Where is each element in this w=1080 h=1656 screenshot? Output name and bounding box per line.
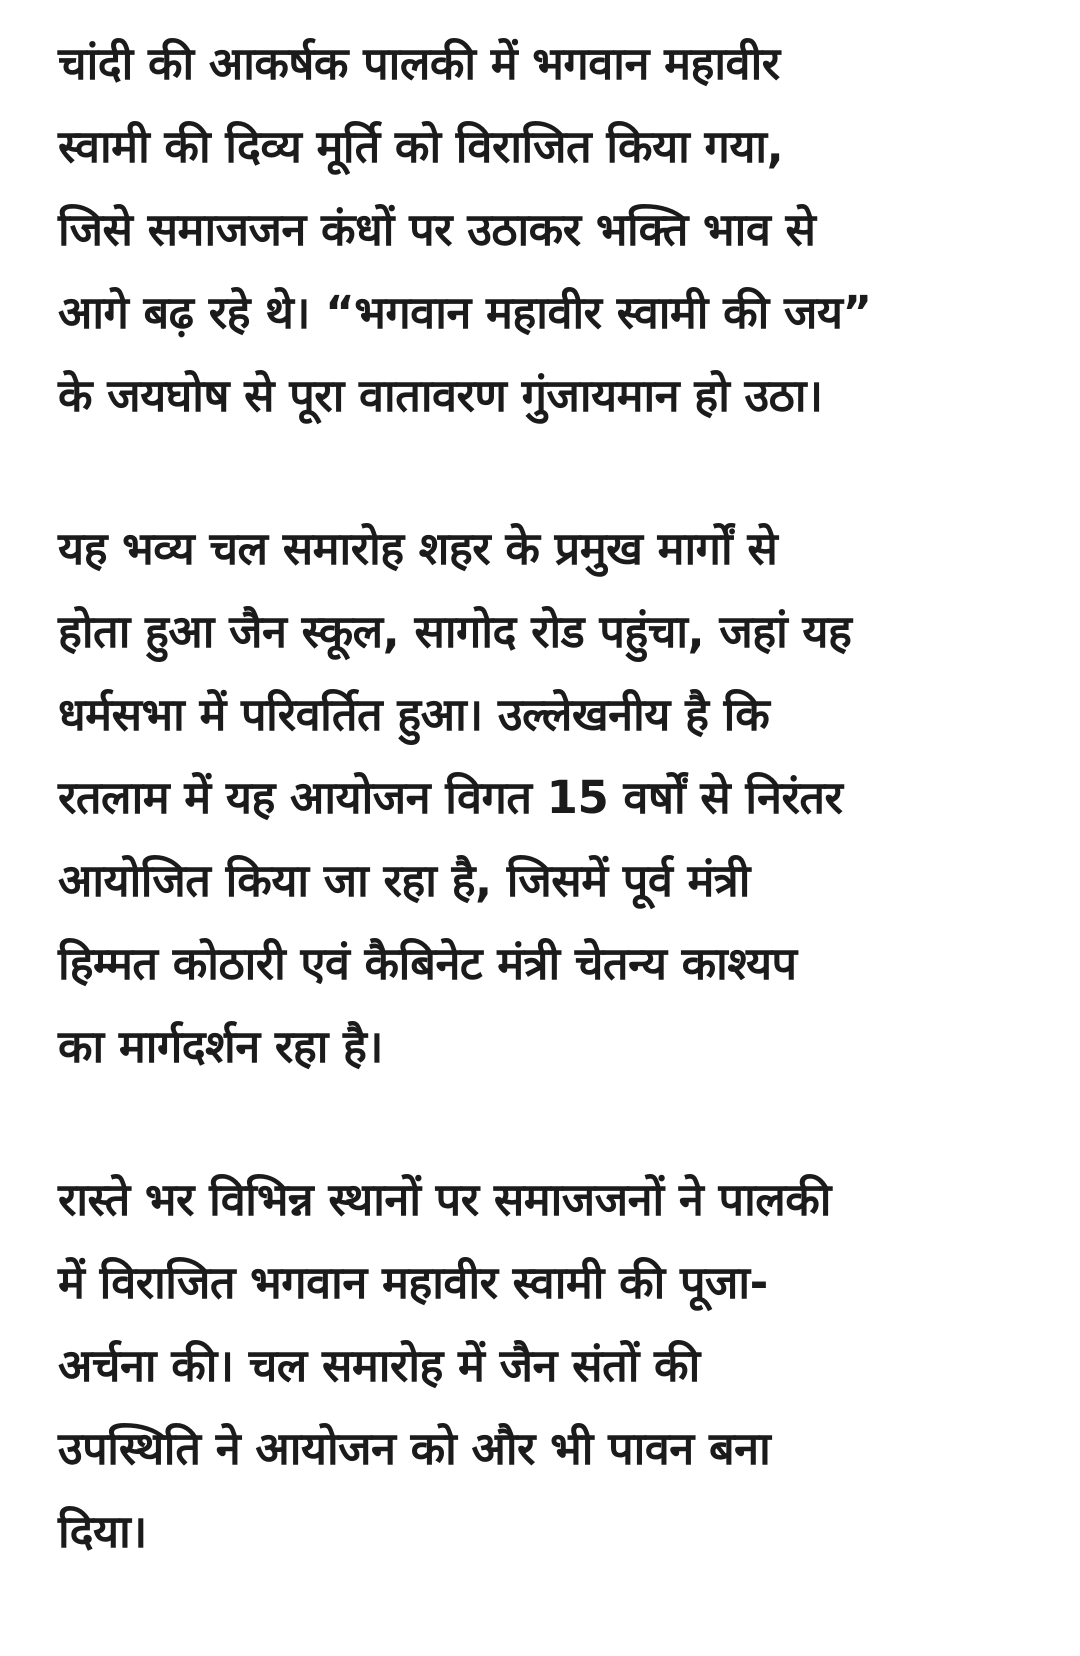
paragraph-line: आगे बढ़ रहे थे। “भगवान महावीर स्वामी की जय”: [58, 286, 872, 339]
paragraph-line: धर्मसभा में परिवर्तित हुआ। उल्लेखनीय है कि: [58, 688, 770, 741]
paragraph-3: [58, 1158, 1058, 1573]
paragraph-line: उपस्थिति ने आयोजन को और भी पावन बना: [58, 1422, 771, 1475]
paragraph-line: का मार्गदर्शन रहा है।: [58, 1020, 383, 1073]
paragraph-line: यह भव्य चल समारोह शहर के प्रमुख मार्गों से: [58, 522, 778, 575]
paragraph-line: चांदी की आकर्षक पालकी में भगवान महावीर: [58, 37, 780, 90]
paragraph-spacer: [58, 1088, 1058, 1158]
paragraph-line: अर्चना की। चल समारोह में जैन संतों की: [58, 1339, 700, 1392]
paragraph-line: रास्ते भर विभिन्न स्थानों पर समाजजनों ने पालकी: [58, 1173, 831, 1226]
article-body: [58, 22, 1058, 1573]
paragraph-line: स्वामी की दिव्य मूर्ति को विराजित किया गया,: [58, 120, 784, 173]
paragraph-line: आयोजित किया जा रहा है, जिसमें पूर्व मंत्री: [58, 854, 750, 907]
paragraph-line: दिया।: [58, 1505, 147, 1558]
paragraph-line: रतलाम में यह आयोजन विगत 15 वर्षों से निरंतर: [58, 771, 843, 824]
paragraph-line: के जयघोष से पूरा वातावरण गुंजायमान हो उठा।: [58, 369, 823, 422]
paragraph-line: होता हुआ जैन स्कूल, सागोद रोड पहुंचा, जहां यह: [58, 605, 852, 658]
paragraph-1: [58, 22, 1058, 437]
paragraph-spacer: [58, 437, 1058, 507]
paragraph-line: में विराजित भगवान महावीर स्वामी की पूजा-: [58, 1256, 768, 1309]
paragraph-line: जिसे समाजजन कंधों पर उठाकर भक्ति भाव से: [58, 203, 816, 256]
paragraph-2: [58, 507, 1058, 1088]
paragraph-line: हिम्मत कोठारी एवं कैबिनेट मंत्री चेतन्य काश्यप: [58, 937, 797, 990]
